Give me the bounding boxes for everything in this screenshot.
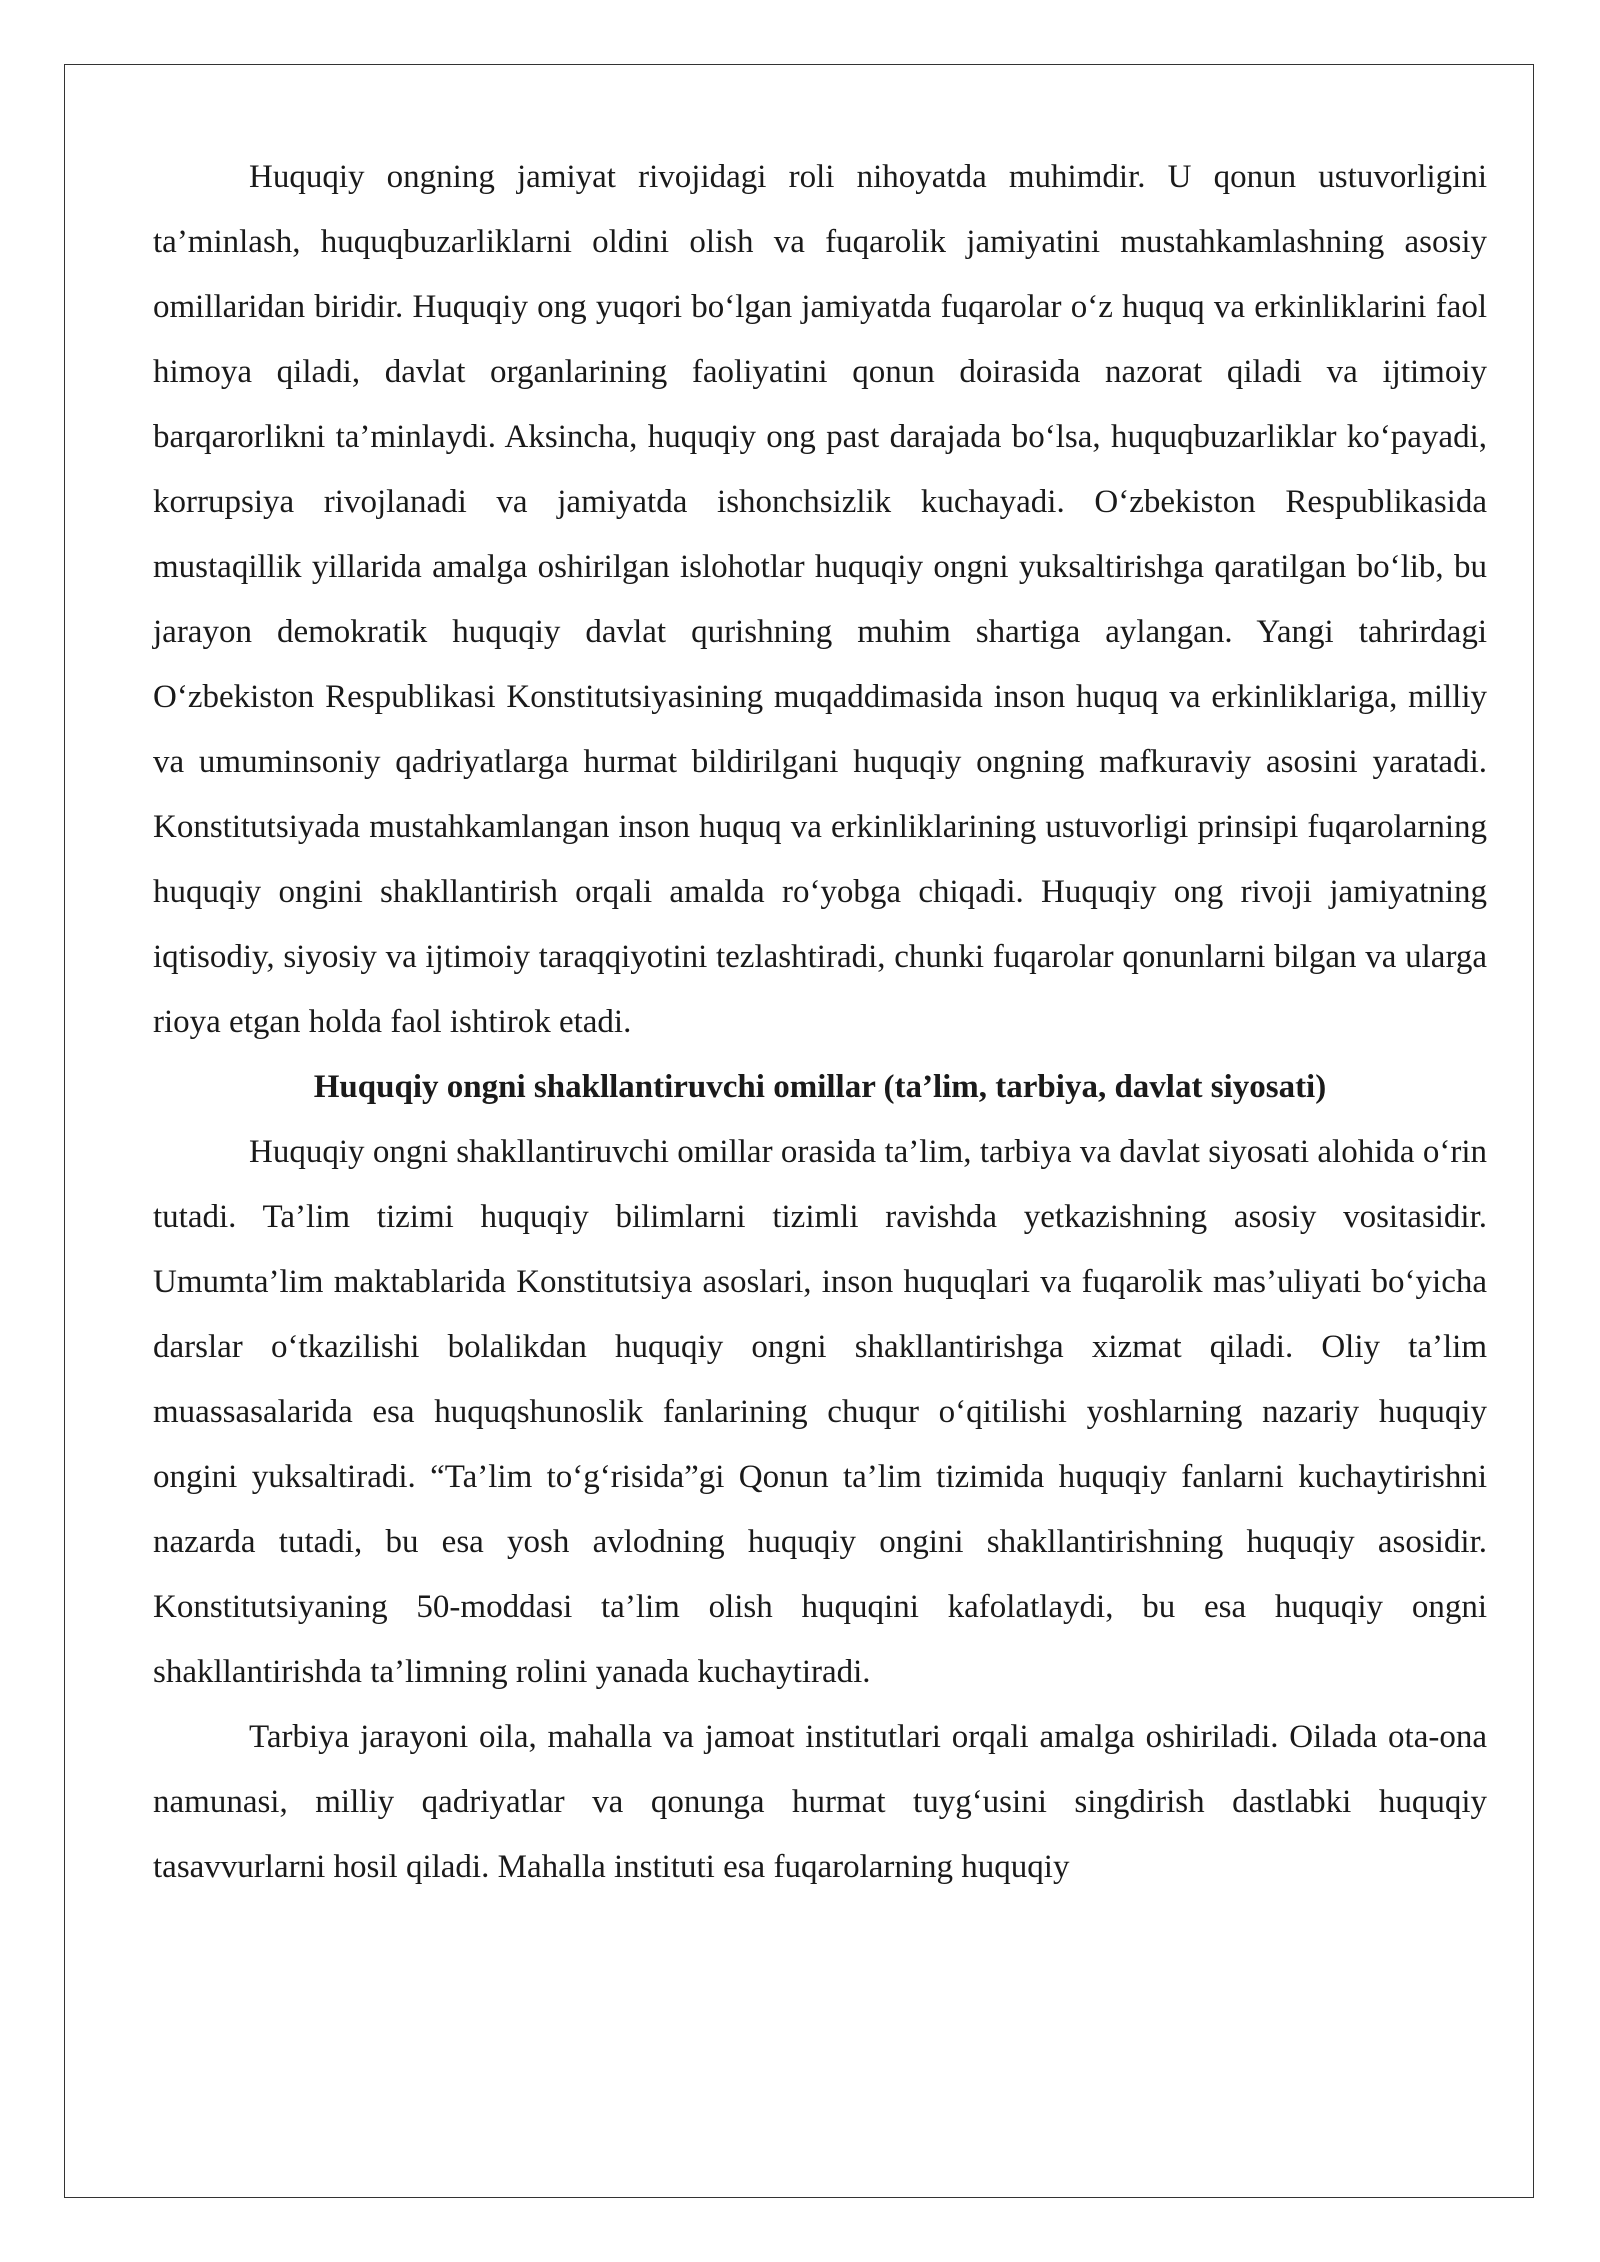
- body-paragraph-3: Tarbiya jarayoni oila, mahalla va jamoat institutlari orqali amalga oshiriladi. Oilada ota-ona namunasi, milliy qadriyatlar va qonunga hurmat tuyg‘usini singdirish dastlabki huquqiy tasavvurlarni hosil qiladi. Mahalla instituti esa fuqarolarning huquqiy: [153, 1719, 1487, 1885]
- body-paragraph-2: Huquqiy ongni shakllantiruvchi omillar orasida ta’lim, tarbiya va davlat siyosati alohida o‘rin tutadi. Ta’lim tizimi huquqiy bilimlarni tizimli ravishda yetkazishning asosiy vositasidir. Umumta’lim maktablarida Konstitutsiya asoslari, inson huquqlari va fuqarolik mas’uliyati bo‘yicha darslar o‘tkazilishi bolalikdan huquqiy ongni shakllantirishga xizmat qiladi. Oliy ta’lim muassasalarida esa huquqshunoslik fanlarining chuqur o‘qitilishi yoshlarning nazariy huquqiy ongini yuksaltiradi. “Ta’lim to‘g‘risida”gi Qonun ta’lim tizimida huquqiy fanlarni kuchaytirishni nazarda tutadi, bu esa yosh avlodning huquqiy ongini shakllantirishning huquqiy asosidir. Konstitutsiyaning 50-moddasi ta’lim olish huquqini kafolatlaydi, bu esa huquqiy ongni shakllantirishda ta’limning rolini yanada kuchaytiradi.: [153, 1134, 1487, 1690]
- body-paragraph-1: Huquqiy ongning jamiyat rivojidagi roli nihoyatda muhimdir. U qonun ustuvorligini ta’minlash, huquqbuzarliklarni oldini olish va fuqarolik jamiyatini mustahkamlashning asosiy omillaridan biridir. Huquqiy ong yuqori bo‘lgan jamiyatda fuqarolar o‘z huquq va erkinliklarini faol himoya qiladi, davlat organlarining faoliyatini qonun doirasida nazorat qiladi va ijtimoiy barqarorlikni ta’minlaydi. Aksincha, huquqiy ong past darajada bo‘lsa, huquqbuzarliklar ko‘payadi, korrupsiya rivojlanadi va jamiyatda ishonchsizlik kuchayadi. O‘zbekiston Respublikasida mustaqillik yillarida amalga oshirilgan islohotlar huquqiy ongni yuksaltirishga qaratilgan bo‘lib, bu jarayon demokratik huquqiy davlat qurishning muhim shartiga aylangan. Yangi tahrirdagi O‘zbekiston Respublikasi Konstitutsiyasining muqaddimasida inson huquq va erkinliklariga, milliy va umuminsoniy qadriyatlarga hurmat bildirilgani huquqiy ongning mafkuraviy asosini yaratadi. Konstitutsiyada mustahkamlangan inson huquq va erkinliklarining ustuvorligi prinsipi fuqarolarning huquqiy ongini shakllantirish orqali amalda ro‘yobga chiqadi. Huquqiy ong rivoji jamiyatning iqtisodiy, siyosiy va ijtimoiy taraqqiyotini tezlashtiradi, chunki fuqarolar qonunlarni bilgan va ularga rioya etgan holda faol ishtirok etadi.: [153, 159, 1487, 1040]
- document-body: [153, 145, 1487, 1900]
- section-heading: Huquqiy ongni shakllantiruvchi omillar (ta’lim, tarbiya, davlat siyosati): [313, 1069, 1327, 1105]
